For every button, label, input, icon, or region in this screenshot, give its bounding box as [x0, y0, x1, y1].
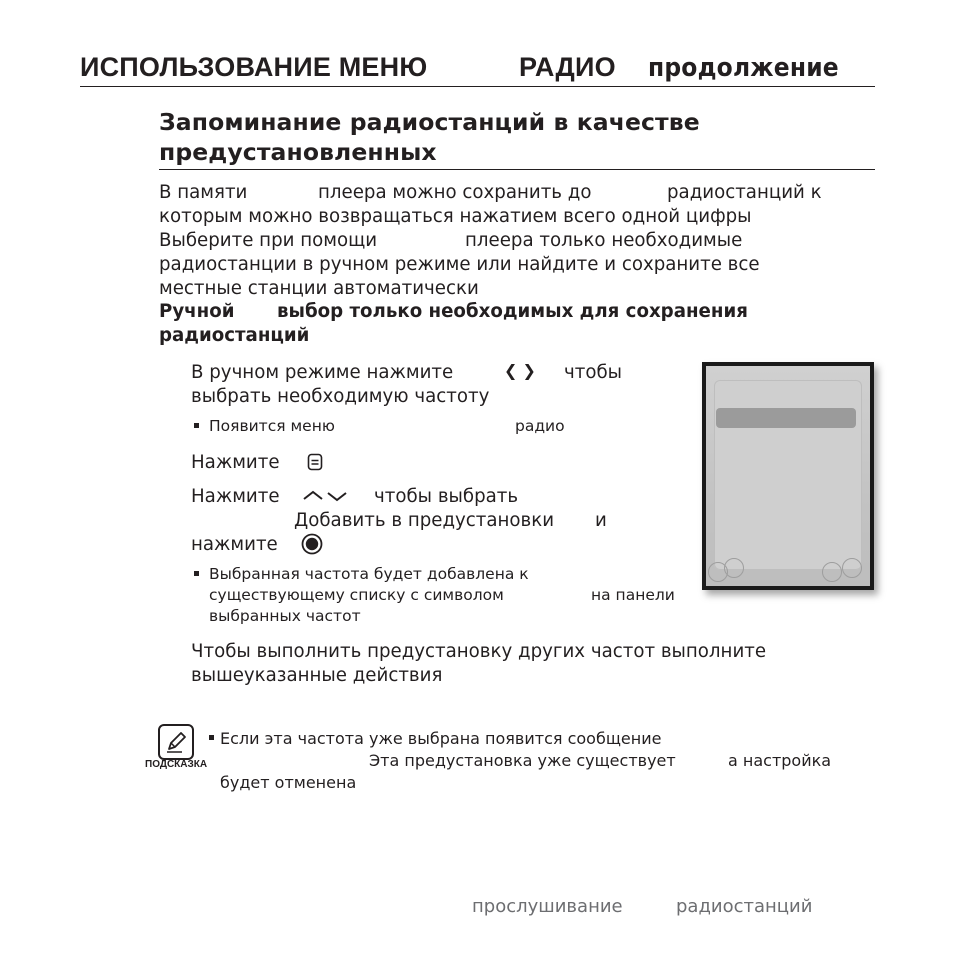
- tip-label: ПОДСКАЗКА: [145, 759, 208, 770]
- step1-bullet-a: Появится меню: [209, 417, 335, 435]
- intro-line1-a: В памяти: [159, 182, 248, 203]
- step3-bullet-line1: Выбранная частота будет добавлена к: [209, 565, 529, 583]
- step3-line2-a: Добавить в предустановки: [294, 510, 555, 531]
- repeat-line2: вышеуказанные действия: [191, 665, 443, 686]
- chevron-left-right-icon: ❮ ❯: [504, 361, 536, 380]
- subheading-line1-b: выбор только необходимых для сохранения: [277, 301, 748, 322]
- device-menu-highlight: [716, 408, 856, 428]
- select-button-icon: [301, 533, 323, 555]
- intro-line2: которым можно возвращаться нажатием всего одной цифры: [159, 206, 752, 227]
- note-line3: будет отменена: [220, 773, 357, 792]
- subheading-line2: радиостанций: [159, 325, 310, 346]
- step3-text-a: Нажмите: [191, 486, 280, 507]
- chevron-up-down-icon: [301, 488, 349, 504]
- intro-line3-a: Выберите при помощи: [159, 230, 378, 251]
- step1-text-a: В ручном режиме нажмите: [191, 362, 454, 383]
- footer-text-a: прослушивание: [472, 896, 623, 917]
- note-line2-a: Эта предустановка уже существует: [369, 751, 676, 770]
- page-title-part2: РАДИО: [519, 52, 616, 82]
- page-title-part3: продолжение: [648, 53, 839, 83]
- device-screen-image: [702, 362, 874, 590]
- step3-line2-b: и: [595, 510, 607, 531]
- step3-bullet-line3: выбранных частот: [209, 607, 361, 625]
- device-screen: [706, 366, 870, 586]
- decor-circle: [842, 558, 862, 578]
- header-rule: [80, 86, 875, 87]
- menu-button-icon: [307, 453, 323, 471]
- bullet-marker: [194, 571, 199, 576]
- step1-text-b: чтобы: [564, 362, 623, 383]
- bullet-marker: [194, 423, 199, 428]
- step3-bullet-line2-b: на панели: [591, 586, 675, 604]
- decor-circle: [724, 558, 744, 578]
- intro-line4: радиостанции в ручном режиме или найдите и сохраните все: [159, 254, 760, 275]
- intro-line3-b: плеера только необходимые: [465, 230, 743, 251]
- step1-bullet-b: радио: [515, 417, 565, 435]
- step3-text-b: чтобы выбрать: [374, 486, 519, 507]
- intro-line1-c: радиостанций к: [667, 182, 822, 203]
- section-rule: [159, 169, 875, 170]
- section-title-line1: Запоминание радиостанций в качестве: [159, 108, 700, 136]
- bullet-marker: [209, 735, 214, 740]
- intro-line5: местные станции автоматически: [159, 278, 479, 299]
- note-line1: Если эта частота уже выбрана появится сообщение: [220, 729, 662, 748]
- decor-circle: [822, 562, 842, 582]
- footer-text-b: радиостанций: [676, 896, 813, 917]
- step1-line2: выбрать необходимую частоту: [191, 386, 490, 407]
- step3-bullet-line2-a: существующему списку с символом: [209, 586, 504, 604]
- step3-line3: нажмите: [191, 534, 278, 555]
- intro-line1-b: плеера можно сохранить до: [318, 182, 592, 203]
- step2-text: Нажмите: [191, 452, 280, 473]
- tip-pencil-icon: [158, 724, 194, 760]
- repeat-line1: Чтобы выполнить предустановку других частот выполните: [191, 641, 767, 662]
- page-title-part1: ИСПОЛЬЗОВАНИЕ МЕНЮ: [80, 52, 428, 82]
- note-line2-b: а настройка: [728, 751, 832, 770]
- section-title-line2: предустановленных: [159, 138, 437, 166]
- subheading-line1-a: Ручной: [159, 301, 235, 322]
